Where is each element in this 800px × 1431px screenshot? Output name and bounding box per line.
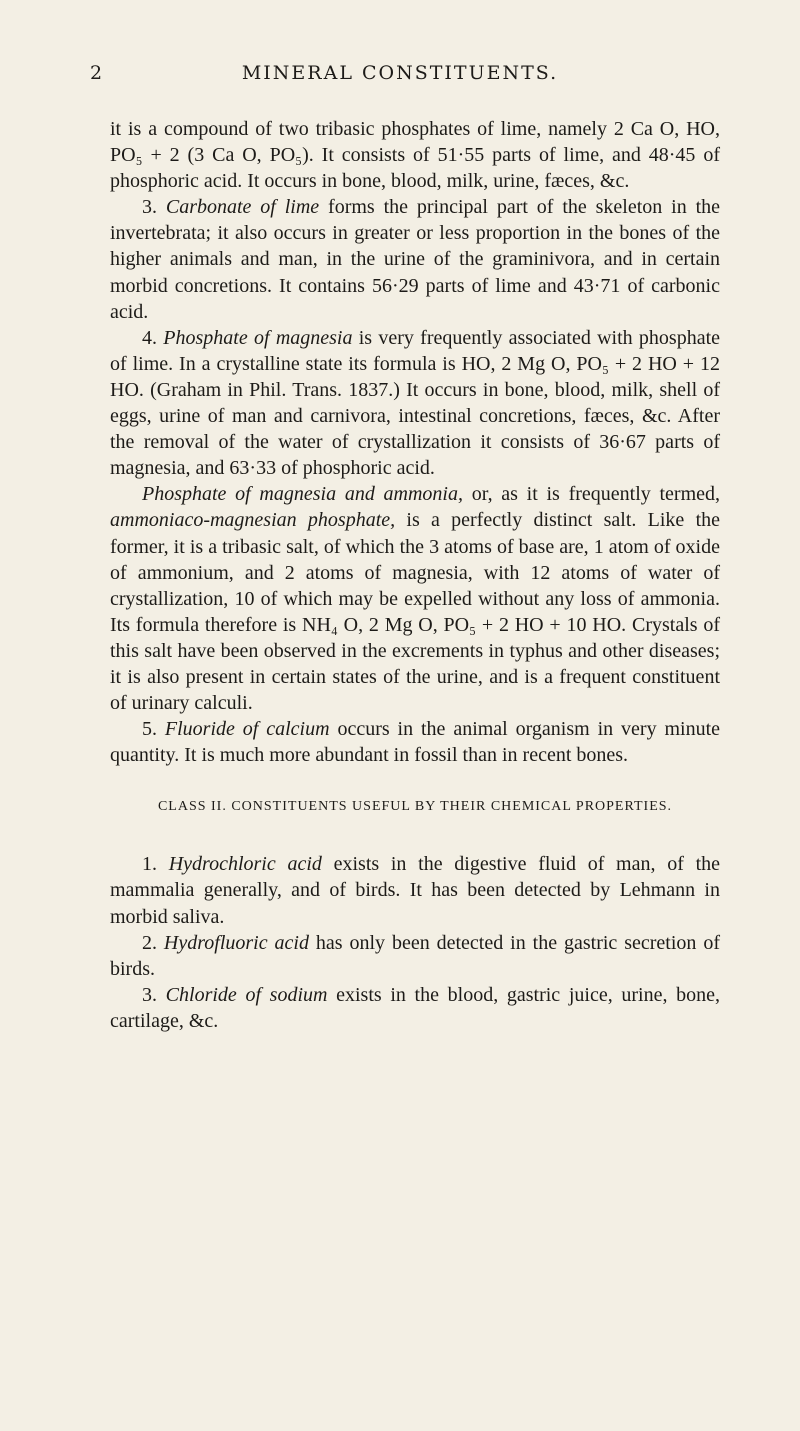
- term-phosphate-of-magnesia: Phosphate of magnesia: [163, 326, 353, 349]
- paragraph-text: exists in the digestive fluid of man, of the mammalia generally, and of birds. It has been detected by Lehmann in morbid saliva.: [110, 853, 721, 928]
- page-number: 2: [90, 62, 103, 84]
- term-carbonate-of-lime: Carbonate of lime: [165, 196, 320, 219]
- paragraph-hydrofluoric-acid: [110, 930, 720, 982]
- paragraph-text: is a perfectly distinct salt. Like the former, it is a tribasic salt, of which the 3 atoms of base are, 1 atom of oxide of ammonium, and 2 atoms of magnesia, with 12 atoms of water of crystallization, 10 of which may be expelled without any loss of ammonia. Its formula therefore is NH₄ O, 2 Mg O, PO₅ + 2 HO + 10 HO. Crystals of this salt have been observed in the excrements in typhus and other diseases; it is also present in certain states of the urine, and is a frequent constituent of urinary calculi.: [110, 509, 720, 715]
- item-number: 5.: [142, 718, 165, 741]
- term-chloride-of-sodium: Chloride of sodium: [165, 983, 328, 1006]
- item-number: 4.: [142, 326, 164, 349]
- item-number: 1.: [142, 853, 169, 876]
- term-hydrochloric-acid: Hydrochloric acid: [168, 853, 322, 876]
- paragraph-text: or, as it is frequently termed,: [462, 483, 721, 506]
- item-number: 3.: [142, 983, 166, 1006]
- term-ammoniaco-magnesian-phosphate: ammoniaco-magnesian phosphate,: [110, 509, 396, 532]
- item-number: 3.: [142, 196, 166, 219]
- running-title: MINERAL CONSTITUENTS.: [241, 62, 559, 84]
- paragraph-text: has only been detected in the gastric secretion of birds.: [110, 931, 720, 980]
- paragraph-ammoniaco-magnesian-phosphate: [110, 481, 720, 716]
- paragraph-continuation: it is a compound of two tribasic phosphates of lime, namely 2 Ca O, HO, PO₅ + 2 (3 Ca O, PO₅). It consists of 51·55 parts of lime, and 48·45 of phosphoric acid. It occurs in bone, blood, milk, urine, fæces, &c.: [110, 118, 720, 193]
- running-head: [90, 62, 710, 88]
- paragraph-text: is very frequently associated with phosphate of lime. In a crystalline state its formula is HO, 2 Mg O, PO₅ + 2 HO + 12 HO. (Graham in Phil. Trans. 1837.) It occurs in bone, blood, milk, shell of eggs, urine of man and carnivora, intestinal concretions, fæces, &c. After the removal of the water of crystallization it consists of 36·67 parts of magnesia, and 63·33 of phosphoric acid.: [110, 326, 721, 480]
- paragraph-carbonate-of-lime: [110, 194, 720, 324]
- paragraph-text: forms the principal part of the skeleton in the invertebrata; it also occurs in greater or less proportion in the bones of the higher animals and man, in the urine of the graminivora, and in certain morbid concretions. It contains 56·29 parts of lime and 43·71 of carbonic acid.: [110, 196, 721, 323]
- paragraph-phosphate-of-magnesia: [110, 325, 720, 482]
- paragraph-hydrochloric-acid: [110, 851, 720, 929]
- paragraph-text: occurs in the animal organism in very minute quantity. It is much more abundant in fossil than in recent bones.: [110, 718, 721, 767]
- term-phosphate-of-magnesia-and-ammonia: Phosphate of magnesia and ammonia,: [142, 483, 463, 506]
- paragraph-text: exists in the blood, gastric juice, urine, bone, cartilage, &c.: [110, 983, 721, 1032]
- paragraph-chloride-of-sodium: [110, 982, 720, 1034]
- item-number: 2.: [142, 931, 164, 954]
- section-heading: CLASS II. CONSTITUENTS USEFUL BY THEIR CHEMICAL PROPERTIES.: [157, 799, 673, 815]
- body-text: [110, 116, 720, 1034]
- term-hydrofluoric-acid: Hydrofluoric acid: [163, 931, 309, 954]
- term-fluoride-of-calcium: Fluoride of calcium: [164, 718, 330, 741]
- paragraph-fluoride-of-calcium: [110, 716, 720, 768]
